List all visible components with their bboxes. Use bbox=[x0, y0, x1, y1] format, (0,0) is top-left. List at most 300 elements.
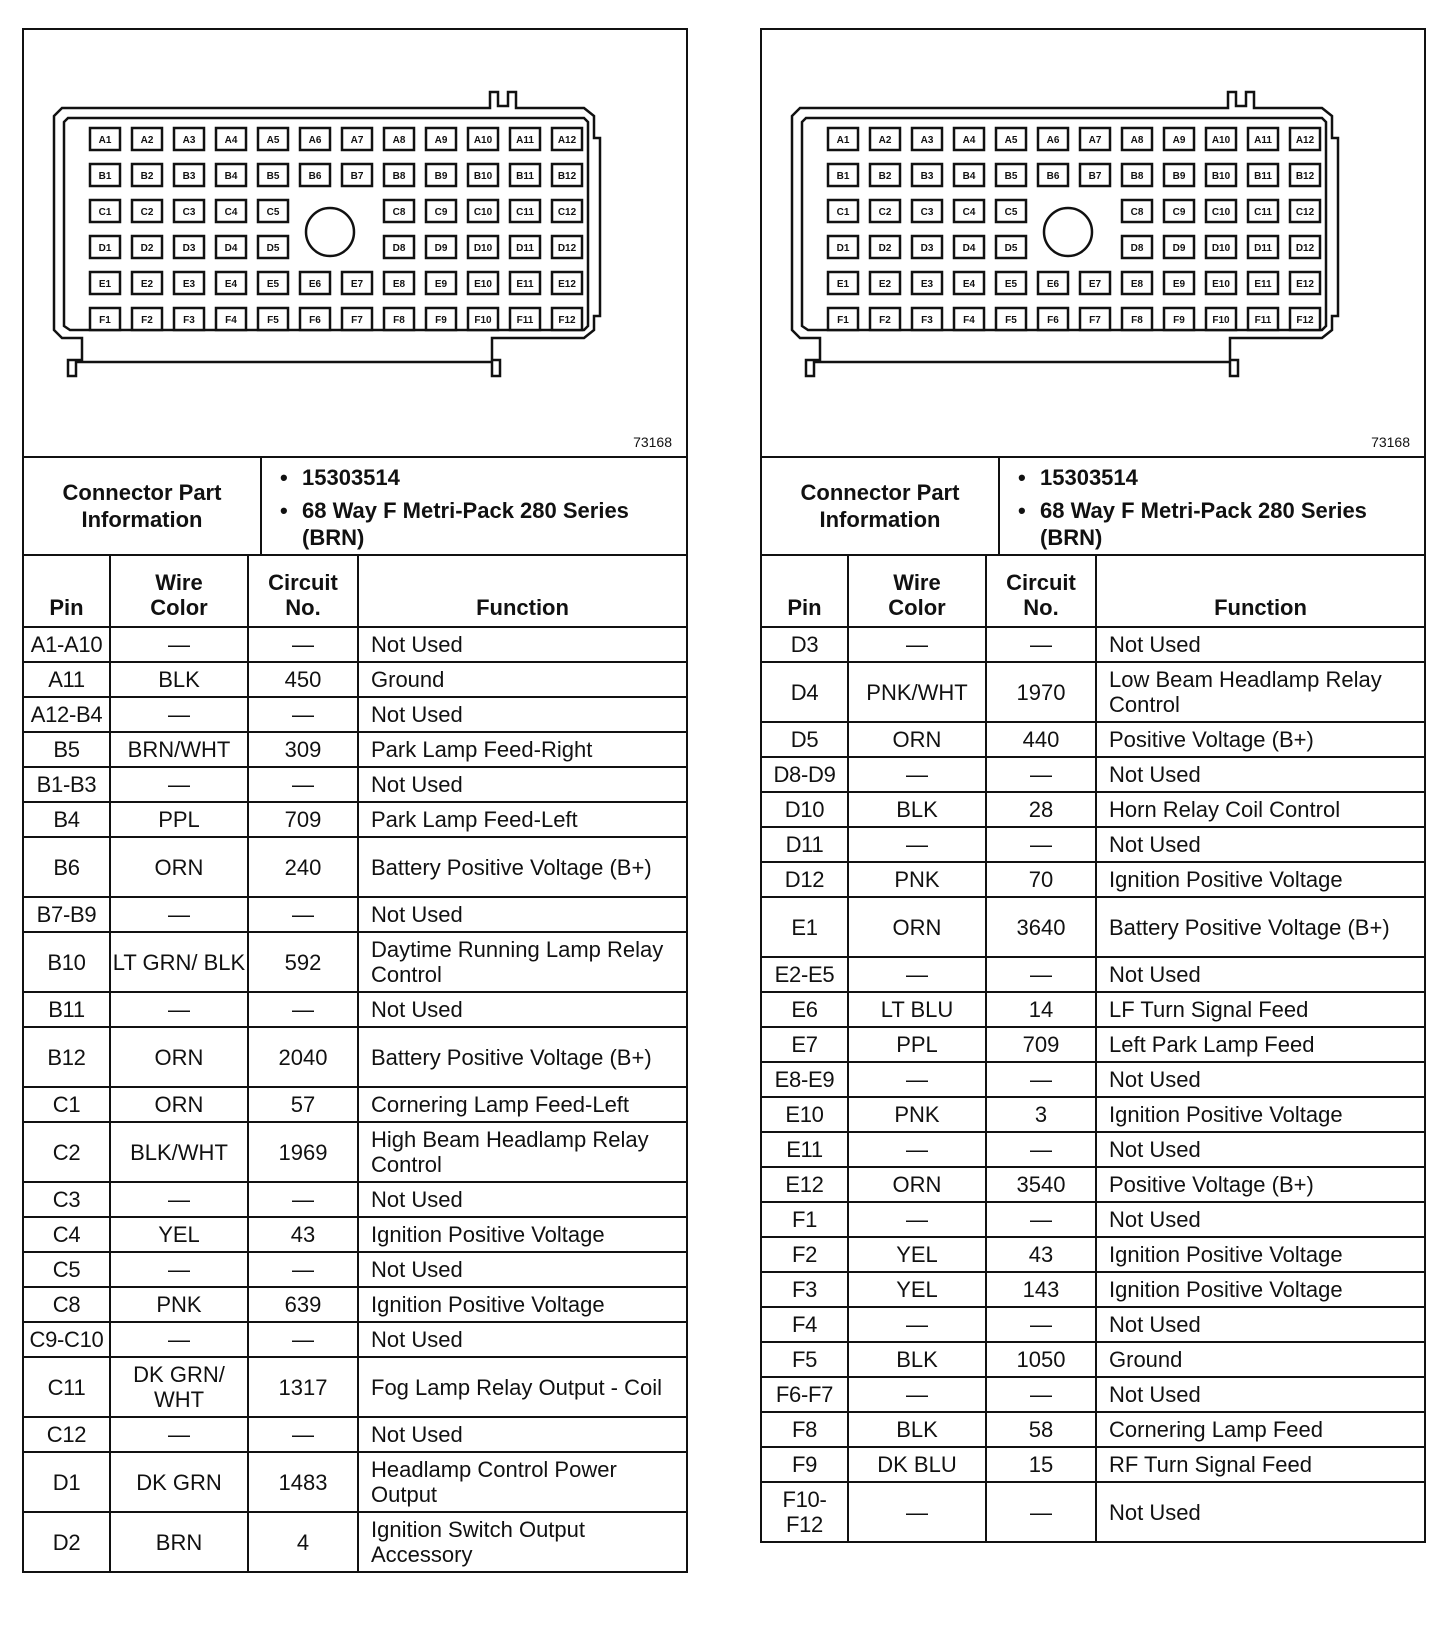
pin-label: E7 bbox=[1088, 279, 1102, 290]
pin-cell: C8 bbox=[24, 1287, 110, 1322]
table-row bbox=[24, 1087, 686, 1122]
wire-color-cell: ORN bbox=[110, 1027, 248, 1087]
pin-label: A8 bbox=[1130, 135, 1144, 146]
pin-cell: E1 bbox=[762, 897, 848, 957]
pin-cavity bbox=[1290, 308, 1320, 330]
pin-cavity bbox=[426, 200, 456, 222]
pin-cavity bbox=[552, 128, 582, 150]
pin-cell: C2 bbox=[24, 1122, 110, 1182]
pin-cavity bbox=[300, 164, 330, 186]
pin-label: C8 bbox=[392, 207, 406, 218]
function-cell: Horn Relay Coil Control bbox=[1096, 792, 1424, 827]
pin-label: A8 bbox=[392, 135, 406, 146]
pin-cell: B1-B3 bbox=[24, 767, 110, 802]
pin-cavity bbox=[828, 200, 858, 222]
pin-cavity bbox=[510, 164, 540, 186]
pin-label: B11 bbox=[516, 171, 534, 182]
pin-cavity bbox=[1164, 308, 1194, 330]
pin-label: B5 bbox=[1004, 171, 1018, 182]
pin-label: B10 bbox=[1211, 171, 1231, 182]
table-row bbox=[762, 1377, 1424, 1412]
pin-label: E8 bbox=[392, 279, 406, 290]
wire-color-cell: — bbox=[110, 697, 248, 732]
wire-color-cell: — bbox=[110, 992, 248, 1027]
pin-label: B2 bbox=[140, 171, 154, 182]
pin-cavity bbox=[828, 164, 858, 186]
pin-cell: F10- F12 bbox=[762, 1482, 848, 1541]
pin-label: D8 bbox=[392, 243, 406, 254]
pin-label: F1 bbox=[99, 315, 111, 326]
pinout-table bbox=[24, 556, 686, 1571]
pin-label: E2 bbox=[878, 279, 892, 290]
function-cell: Not Used bbox=[1096, 957, 1424, 992]
function-cell: Not Used bbox=[1096, 827, 1424, 862]
pin-label: B1 bbox=[836, 171, 850, 182]
pin-cavity bbox=[1248, 128, 1278, 150]
pin-label: F11 bbox=[516, 315, 534, 326]
header-wire-color: Wire Color bbox=[110, 556, 248, 627]
function-cell: Battery Positive Voltage (B+) bbox=[358, 1027, 686, 1087]
function-cell: Not Used bbox=[358, 697, 686, 732]
pin-cell: E6 bbox=[762, 992, 848, 1027]
pin-cell: C5 bbox=[24, 1252, 110, 1287]
table-row bbox=[762, 1237, 1424, 1272]
pin-cavity bbox=[468, 236, 498, 258]
pin-label: D5 bbox=[266, 243, 280, 254]
table-row bbox=[24, 732, 686, 767]
pin-label: F8 bbox=[393, 315, 405, 326]
pin-label: A7 bbox=[1088, 135, 1102, 146]
pin-label: F5 bbox=[267, 315, 279, 326]
pin-cavity bbox=[552, 164, 582, 186]
table-row bbox=[24, 837, 686, 897]
circuit-cell: 14 bbox=[986, 992, 1096, 1027]
pin-cavity bbox=[1122, 236, 1152, 258]
table-row bbox=[24, 897, 686, 932]
pin-cavity bbox=[342, 272, 372, 294]
pin-cavity bbox=[90, 236, 120, 258]
function-cell: Not Used bbox=[358, 767, 686, 802]
pin-cavity bbox=[1038, 272, 1068, 294]
pin-label: F1 bbox=[837, 315, 849, 326]
pin-label: E9 bbox=[1172, 279, 1186, 290]
pin-cavity bbox=[90, 164, 120, 186]
wire-color-cell: PPL bbox=[110, 802, 248, 837]
circuit-cell: — bbox=[986, 1377, 1096, 1412]
pin-label: E1 bbox=[836, 279, 850, 290]
wire-color-cell: — bbox=[848, 1132, 986, 1167]
pin-cavity bbox=[384, 272, 414, 294]
wire-color-cell: ORN bbox=[848, 897, 986, 957]
pin-cavity bbox=[90, 272, 120, 294]
pin-cavity bbox=[912, 272, 942, 294]
table-row bbox=[762, 1307, 1424, 1342]
pin-cavity bbox=[174, 308, 204, 330]
pin-cavity bbox=[510, 308, 540, 330]
pin-cavity bbox=[1206, 200, 1236, 222]
function-cell: Daytime Running Lamp Relay Control bbox=[358, 932, 686, 992]
table-row bbox=[24, 1027, 686, 1087]
wire-color-cell: BLK bbox=[848, 1342, 986, 1377]
pin-label: B9 bbox=[434, 171, 448, 182]
wire-color-cell: PPL bbox=[848, 1027, 986, 1062]
table-row bbox=[762, 1132, 1424, 1167]
pin-label: A4 bbox=[962, 135, 976, 146]
pin-cavity bbox=[1248, 272, 1278, 294]
circuit-cell: 58 bbox=[986, 1412, 1096, 1447]
header-pin: Pin bbox=[24, 556, 110, 627]
pin-cavity bbox=[1290, 236, 1320, 258]
pin-label: B2 bbox=[878, 171, 892, 182]
circuit-cell: 15 bbox=[986, 1447, 1096, 1482]
pin-label: F12 bbox=[1296, 315, 1314, 326]
pin-label: B6 bbox=[1046, 171, 1060, 182]
pin-cell: F2 bbox=[762, 1237, 848, 1272]
pin-cavity bbox=[1122, 128, 1152, 150]
pin-cavity bbox=[132, 164, 162, 186]
pinout-table bbox=[762, 556, 1424, 1541]
pin-label: A5 bbox=[266, 135, 280, 146]
function-cell: Not Used bbox=[358, 1322, 686, 1357]
pin-cavity bbox=[384, 308, 414, 330]
pin-cavity bbox=[1164, 200, 1194, 222]
function-cell: Not Used bbox=[1096, 757, 1424, 792]
pin-label: C4 bbox=[224, 207, 238, 218]
pin-cavity bbox=[510, 200, 540, 222]
function-cell: Positive Voltage (B+) bbox=[1096, 1167, 1424, 1202]
pin-cavity bbox=[384, 236, 414, 258]
circuit-cell: 1050 bbox=[986, 1342, 1096, 1377]
connector-part-info bbox=[24, 458, 686, 556]
pin-label: E11 bbox=[1254, 279, 1272, 290]
pin-cavity bbox=[1164, 164, 1194, 186]
pin-cavity bbox=[1080, 164, 1110, 186]
pin-cell: F8 bbox=[762, 1412, 848, 1447]
function-cell: Ignition Positive Voltage bbox=[1096, 1272, 1424, 1307]
table-row bbox=[24, 662, 686, 697]
function-cell: Ignition Positive Voltage bbox=[358, 1217, 686, 1252]
pin-label: A12 bbox=[1295, 135, 1315, 146]
table-row bbox=[762, 992, 1424, 1027]
pin-cavity bbox=[828, 272, 858, 294]
info-values bbox=[262, 458, 686, 554]
wire-color-cell: LT BLU bbox=[848, 992, 986, 1027]
pin-cell: A11 bbox=[24, 662, 110, 697]
pin-label: B7 bbox=[350, 171, 364, 182]
wire-color-cell: PNK/WHT bbox=[848, 662, 986, 722]
table-row bbox=[762, 1272, 1424, 1307]
pin-cell: D1 bbox=[24, 1452, 110, 1512]
pin-cavity bbox=[216, 236, 246, 258]
circuit-cell: — bbox=[248, 697, 358, 732]
pin-cavity bbox=[1290, 164, 1320, 186]
pin-label: A2 bbox=[878, 135, 892, 146]
function-cell: Cornering Lamp Feed bbox=[1096, 1412, 1424, 1447]
pin-cavity bbox=[954, 200, 984, 222]
pin-cavity bbox=[912, 200, 942, 222]
pin-cavity bbox=[996, 308, 1026, 330]
pin-label: C11 bbox=[1254, 207, 1272, 218]
pin-cell: B5 bbox=[24, 732, 110, 767]
circuit-cell: 3 bbox=[986, 1097, 1096, 1132]
pin-cavity bbox=[1248, 164, 1278, 186]
pin-label: E6 bbox=[1046, 279, 1060, 290]
pin-label: C11 bbox=[516, 207, 534, 218]
pin-cell: C4 bbox=[24, 1217, 110, 1252]
pin-cavity bbox=[300, 128, 330, 150]
wire-color-cell: — bbox=[110, 1417, 248, 1452]
pin-label: A10 bbox=[473, 135, 493, 146]
function-cell: Battery Positive Voltage (B+) bbox=[358, 837, 686, 897]
pin-cavity bbox=[1290, 272, 1320, 294]
pin-cell: B6 bbox=[24, 837, 110, 897]
pin-label: A7 bbox=[350, 135, 364, 146]
pin-cell: A12-B4 bbox=[24, 697, 110, 732]
pin-cavity bbox=[174, 128, 204, 150]
circuit-cell: 1317 bbox=[248, 1357, 358, 1417]
pin-label: C2 bbox=[878, 207, 892, 218]
wire-color-cell: — bbox=[848, 1482, 986, 1541]
table-row bbox=[762, 1447, 1424, 1482]
pin-cavity bbox=[258, 200, 288, 222]
pin-cavity bbox=[828, 308, 858, 330]
pin-cell: D3 bbox=[762, 627, 848, 662]
function-cell: Ignition Positive Voltage bbox=[1096, 1097, 1424, 1132]
wire-color-cell: BLK bbox=[848, 792, 986, 827]
table-row bbox=[762, 1482, 1424, 1541]
function-cell: Not Used bbox=[358, 1417, 686, 1452]
pin-cell: D5 bbox=[762, 722, 848, 757]
pin-label: E12 bbox=[1296, 279, 1314, 290]
circuit-cell: 1483 bbox=[248, 1452, 358, 1512]
pin-cell: D2 bbox=[24, 1512, 110, 1571]
pin-label: A11 bbox=[516, 135, 534, 146]
table-row bbox=[762, 1202, 1424, 1237]
function-cell: Not Used bbox=[1096, 1307, 1424, 1342]
table-row bbox=[24, 1217, 686, 1252]
pin-label: C4 bbox=[962, 207, 976, 218]
pin-cavity bbox=[996, 164, 1026, 186]
connector-part-info bbox=[762, 458, 1424, 556]
pin-cavity bbox=[468, 200, 498, 222]
function-cell: Left Park Lamp Feed bbox=[1096, 1027, 1424, 1062]
pin-cavity bbox=[996, 236, 1026, 258]
function-cell: Ignition Positive Voltage bbox=[358, 1287, 686, 1322]
wire-color-cell: BLK bbox=[110, 662, 248, 697]
pin-cavity bbox=[216, 164, 246, 186]
pin-cell: D11 bbox=[762, 827, 848, 862]
pin-cavity bbox=[552, 308, 582, 330]
pin-cavity bbox=[912, 164, 942, 186]
circuit-cell: — bbox=[986, 627, 1096, 662]
circuit-cell: 450 bbox=[248, 662, 358, 697]
pin-cavity bbox=[1206, 272, 1236, 294]
pin-cavity bbox=[1038, 164, 1068, 186]
pin-label: C5 bbox=[1004, 207, 1018, 218]
pin-label: E4 bbox=[224, 279, 238, 290]
function-cell: Not Used bbox=[358, 1182, 686, 1217]
function-cell: Low Beam Headlamp Relay Control bbox=[1096, 662, 1424, 722]
pin-label: B3 bbox=[920, 171, 934, 182]
circuit-cell: — bbox=[986, 957, 1096, 992]
table-row bbox=[24, 802, 686, 837]
wire-color-cell: — bbox=[848, 1377, 986, 1412]
pin-label: F7 bbox=[351, 315, 363, 326]
pin-cell: D8-D9 bbox=[762, 757, 848, 792]
pin-cell: F4 bbox=[762, 1307, 848, 1342]
circuit-cell: — bbox=[248, 1182, 358, 1217]
pin-cavity bbox=[870, 308, 900, 330]
pin-cavity bbox=[996, 272, 1026, 294]
pin-cavity bbox=[90, 128, 120, 150]
pin-cavity bbox=[174, 236, 204, 258]
pinout-rows bbox=[24, 627, 686, 1571]
pin-cavity bbox=[90, 308, 120, 330]
function-cell: Not Used bbox=[1096, 1202, 1424, 1237]
pin-label: F5 bbox=[1005, 315, 1017, 326]
pin-label: D1 bbox=[836, 243, 850, 254]
pin-cavity bbox=[468, 128, 498, 150]
info-label: Connector Part Information bbox=[24, 458, 262, 554]
pin-label: A2 bbox=[140, 135, 154, 146]
pin-label: C1 bbox=[836, 207, 850, 218]
pin-cavity bbox=[510, 272, 540, 294]
wire-color-cell: — bbox=[848, 1202, 986, 1237]
pin-label: A3 bbox=[920, 135, 934, 146]
header-wire-color: Wire Color bbox=[848, 556, 986, 627]
pin-label: E7 bbox=[350, 279, 364, 290]
pin-label: C10 bbox=[473, 207, 493, 218]
pin-label: F10 bbox=[1212, 315, 1230, 326]
pin-cavity bbox=[552, 236, 582, 258]
header-circuit: Circuit No. bbox=[248, 556, 358, 627]
pin-cavity bbox=[870, 200, 900, 222]
pin-label: A12 bbox=[557, 135, 577, 146]
wire-color-cell: — bbox=[848, 1062, 986, 1097]
pin-cell: E7 bbox=[762, 1027, 848, 1062]
pin-cavity bbox=[216, 308, 246, 330]
pin-cavity bbox=[912, 128, 942, 150]
pin-label: B8 bbox=[1130, 171, 1144, 182]
pin-cavity bbox=[1206, 128, 1236, 150]
pin-label: D11 bbox=[516, 243, 534, 254]
wire-color-cell: — bbox=[848, 757, 986, 792]
pin-cavity bbox=[1080, 128, 1110, 150]
pin-cavity bbox=[954, 308, 984, 330]
wire-color-cell: YEL bbox=[110, 1217, 248, 1252]
pin-label: E10 bbox=[1212, 279, 1230, 290]
table-row bbox=[24, 932, 686, 992]
circuit-cell: — bbox=[248, 1322, 358, 1357]
pin-label: D1 bbox=[98, 243, 112, 254]
circuit-cell: 709 bbox=[986, 1027, 1096, 1062]
pin-cavity bbox=[1164, 236, 1194, 258]
pin-cell: D12 bbox=[762, 862, 848, 897]
pin-cavity bbox=[468, 164, 498, 186]
pin-cavity bbox=[912, 308, 942, 330]
wire-color-cell: ORN bbox=[848, 722, 986, 757]
pin-label: E9 bbox=[434, 279, 448, 290]
wire-color-cell: YEL bbox=[848, 1237, 986, 1272]
circuit-cell: — bbox=[986, 1307, 1096, 1342]
pin-cell: E11 bbox=[762, 1132, 848, 1167]
circuit-cell: 440 bbox=[986, 722, 1096, 757]
pin-cavity bbox=[132, 272, 162, 294]
pin-cavity bbox=[384, 164, 414, 186]
circuit-cell: 2040 bbox=[248, 1027, 358, 1087]
pin-label: C9 bbox=[434, 207, 448, 218]
wire-color-cell: DK BLU bbox=[848, 1447, 986, 1482]
pin-label: D8 bbox=[1130, 243, 1144, 254]
pin-label: B3 bbox=[182, 171, 196, 182]
pin-label: F8 bbox=[1131, 315, 1143, 326]
pin-label: E5 bbox=[266, 279, 280, 290]
circuit-cell: — bbox=[248, 1252, 358, 1287]
table-row bbox=[24, 1452, 686, 1512]
pin-cavity bbox=[954, 272, 984, 294]
function-cell: High Beam Headlamp Relay Control bbox=[358, 1122, 686, 1182]
circuit-cell: 43 bbox=[248, 1217, 358, 1252]
circuit-cell: — bbox=[248, 627, 358, 662]
function-cell: Ground bbox=[1096, 1342, 1424, 1377]
circuit-cell: 639 bbox=[248, 1287, 358, 1322]
pinout-rows bbox=[762, 627, 1424, 1541]
pin-cavity bbox=[954, 128, 984, 150]
circuit-cell: — bbox=[986, 827, 1096, 862]
function-cell: Fog Lamp Relay Output - Coil bbox=[358, 1357, 686, 1417]
table-row bbox=[24, 697, 686, 732]
circuit-cell: 28 bbox=[986, 792, 1096, 827]
pin-label: C5 bbox=[266, 207, 280, 218]
connector-face-svg bbox=[762, 30, 1424, 456]
pin-label: B4 bbox=[224, 171, 238, 182]
table-row bbox=[24, 767, 686, 802]
pin-label: C12 bbox=[1295, 207, 1315, 218]
table-row bbox=[762, 897, 1424, 957]
wire-color-cell: — bbox=[110, 1322, 248, 1357]
table-row bbox=[762, 1342, 1424, 1377]
circuit-cell: 309 bbox=[248, 732, 358, 767]
pin-cavity bbox=[384, 128, 414, 150]
function-cell: Not Used bbox=[1096, 1377, 1424, 1412]
pin-label: D12 bbox=[1295, 243, 1315, 254]
pin-label: F2 bbox=[141, 315, 153, 326]
pin-label: B12 bbox=[1295, 171, 1315, 182]
circuit-cell: 43 bbox=[986, 1237, 1096, 1272]
pin-label: F2 bbox=[879, 315, 891, 326]
pin-label: C2 bbox=[140, 207, 154, 218]
pin-label: B8 bbox=[392, 171, 406, 182]
pin-label: D12 bbox=[557, 243, 577, 254]
wire-color-cell: — bbox=[848, 957, 986, 992]
pin-cavity bbox=[954, 236, 984, 258]
function-cell: Not Used bbox=[358, 897, 686, 932]
pin-cavity bbox=[1080, 272, 1110, 294]
pin-cavity bbox=[870, 128, 900, 150]
pin-cavity bbox=[216, 200, 246, 222]
wire-color-cell: — bbox=[110, 1252, 248, 1287]
table-row bbox=[24, 992, 686, 1027]
pin-label: D2 bbox=[878, 243, 892, 254]
pin-cavity bbox=[996, 200, 1026, 222]
pin-cell: C1 bbox=[24, 1087, 110, 1122]
pin-cavity bbox=[384, 200, 414, 222]
table-row bbox=[24, 1182, 686, 1217]
pin-cell: E10 bbox=[762, 1097, 848, 1132]
table-row bbox=[24, 1357, 686, 1417]
pin-cavity bbox=[342, 128, 372, 150]
wire-color-cell: LT GRN/ BLK bbox=[110, 932, 248, 992]
